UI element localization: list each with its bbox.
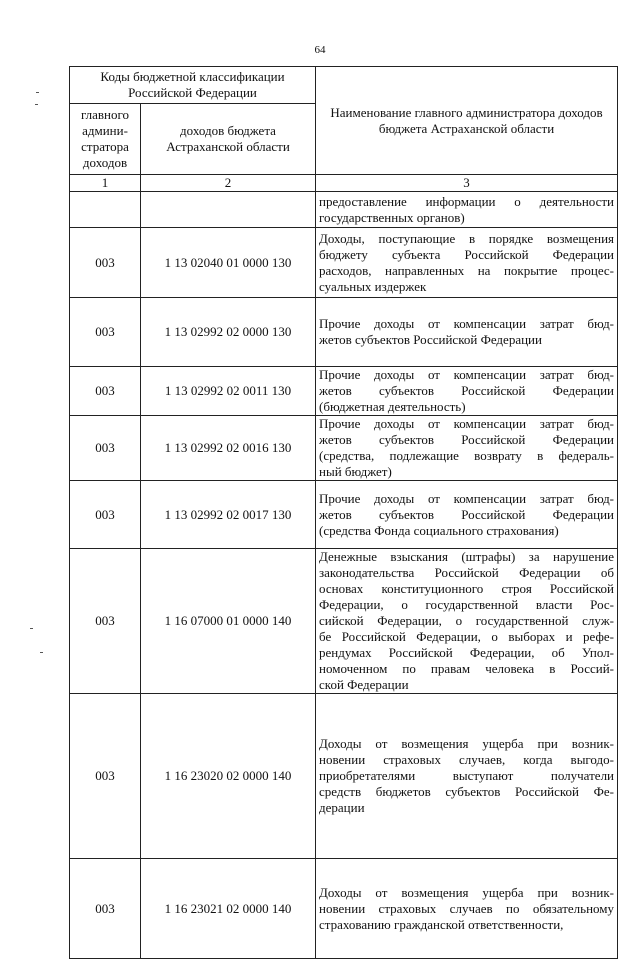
name-line: новении страховых случаев, когда выгодо- bbox=[319, 752, 615, 767]
name-line: жетов субъектов Российской Федерации bbox=[319, 332, 542, 347]
name-line: ской Федерации bbox=[319, 677, 409, 692]
header-column-number-1: 1 bbox=[70, 175, 141, 192]
income-name-cell bbox=[316, 481, 618, 549]
admin-code-cell: 003 bbox=[70, 416, 141, 481]
header-column-number-3: 3 bbox=[316, 175, 618, 192]
name-line: дерации bbox=[319, 800, 365, 815]
income-name-cell bbox=[316, 694, 618, 859]
income-code-cell bbox=[141, 192, 316, 228]
scan-speck bbox=[30, 628, 33, 629]
income-code-cell: 1 16 23020 02 0000 140 bbox=[141, 694, 316, 859]
name-line: Прочие доходы от компенсации затрат бюд- bbox=[319, 416, 615, 431]
scan-speck bbox=[35, 104, 38, 105]
name-line: номоченном по правам человека в Россий- bbox=[319, 661, 615, 676]
header-income-column: доходов бюджета Астраханской области bbox=[141, 104, 316, 175]
table-row bbox=[70, 694, 618, 859]
name-line: сийской Федерации, о государственной служ- bbox=[319, 613, 615, 628]
budget-classification-table bbox=[69, 66, 618, 959]
table-header bbox=[70, 67, 618, 192]
name-line: государственных органов) bbox=[319, 209, 465, 225]
header-column-number-2: 2 bbox=[141, 175, 316, 192]
name-line: страхованию гражданской ответственности, bbox=[319, 916, 564, 932]
name-line: предоставление информации о деятельности bbox=[319, 193, 615, 209]
income-code-cell: 1 13 02992 02 0016 130 bbox=[141, 416, 316, 481]
table-row bbox=[70, 192, 618, 228]
income-name-cell bbox=[316, 228, 618, 298]
name-line: Денежные взыскания (штрафы) за нарушение bbox=[319, 549, 615, 564]
table-body bbox=[70, 192, 618, 959]
income-code-cell: 1 13 02992 02 0011 130 bbox=[141, 367, 316, 416]
name-line: рендумах Российской Федерации, об Упол- bbox=[319, 645, 615, 660]
name-line: (бюджетная деятельность) bbox=[319, 399, 466, 414]
admin-code-cell: 003 bbox=[70, 298, 141, 367]
name-line: законодательства Российской Федерации об bbox=[319, 565, 615, 580]
name-line: (средства Фонда социального страхования) bbox=[319, 522, 559, 538]
admin-code-cell: 003 bbox=[70, 367, 141, 416]
income-code-cell: 1 13 02040 01 0000 130 bbox=[141, 228, 316, 298]
income-code-cell: 1 13 02992 02 0000 130 bbox=[141, 298, 316, 367]
name-line: расходов, направленных на покрытие процес- bbox=[319, 262, 615, 278]
scan-speck bbox=[36, 92, 39, 93]
name-line: Прочие доходы от компенсации затрат бюд- bbox=[319, 316, 615, 331]
income-name-cell bbox=[316, 298, 618, 367]
income-name-cell bbox=[316, 416, 618, 481]
scan-speck bbox=[40, 652, 43, 653]
name-line: бюджету субъекта Российской Федерации bbox=[319, 246, 615, 262]
name-line: Доходы от возмещения ущерба при возник- bbox=[319, 884, 615, 900]
name-line: жетов субъектов Российской Федерации bbox=[319, 383, 615, 398]
table-row bbox=[70, 228, 618, 298]
admin-code-cell bbox=[70, 192, 141, 228]
table-row bbox=[70, 481, 618, 549]
name-line: Доходы от возмещения ущерба при возник- bbox=[319, 736, 615, 751]
admin-code-cell: 003 bbox=[70, 549, 141, 694]
admin-code-cell: 003 bbox=[70, 859, 141, 959]
name-line: жетов субъектов Российской Федерации bbox=[319, 506, 615, 522]
name-line: основах конституционного строя Российской bbox=[319, 581, 615, 596]
income-name-cell bbox=[316, 859, 618, 959]
name-line: Прочие доходы от компенсации затрат бюд- bbox=[319, 490, 615, 506]
page-number: 64 bbox=[314, 44, 326, 56]
admin-code-cell: 003 bbox=[70, 481, 141, 549]
header-admin-column: главного админи-стратора доходов bbox=[70, 104, 141, 175]
name-line: Федерации, о государственной власти Рос- bbox=[319, 597, 615, 612]
table-row bbox=[70, 367, 618, 416]
header-name-column: Наименование главного администратора доходов бюджета Астраханской области bbox=[316, 67, 618, 175]
name-line: бе Российской Федерации, о выборах и рефе- bbox=[319, 629, 615, 644]
name-line: новении страховых случаев по обязательному bbox=[319, 900, 615, 916]
name-line: Прочие доходы от компенсации затрат бюд- bbox=[319, 367, 615, 382]
name-line: суальных издержек bbox=[319, 278, 427, 294]
name-line: жетов субъектов Российской Федерации bbox=[319, 432, 615, 447]
income-name-cell bbox=[316, 367, 618, 416]
income-code-cell: 1 16 07000 01 0000 140 bbox=[141, 549, 316, 694]
name-line: ный бюджет) bbox=[319, 464, 392, 479]
admin-code-cell: 003 bbox=[70, 694, 141, 859]
income-code-cell: 1 16 23021 02 0000 140 bbox=[141, 859, 316, 959]
table-row bbox=[70, 416, 618, 481]
name-line: (средства, подлежащие возврату в федераль- bbox=[319, 448, 615, 463]
table-row bbox=[70, 549, 618, 694]
name-line: Доходы, поступающие в порядке возмещения bbox=[319, 230, 615, 246]
table-row bbox=[70, 298, 618, 367]
header-group-title: Коды бюджетной классификации Российской Федерации bbox=[70, 67, 316, 104]
income-code-cell: 1 13 02992 02 0017 130 bbox=[141, 481, 316, 549]
name-line: средств бюджетов субъектов Российской Фе- bbox=[319, 784, 615, 799]
income-name-cell bbox=[316, 549, 618, 694]
name-line: приобретателями выступают получатели bbox=[319, 768, 615, 783]
income-name-cell bbox=[316, 192, 618, 228]
table-row bbox=[70, 859, 618, 959]
admin-code-cell: 003 bbox=[70, 228, 141, 298]
